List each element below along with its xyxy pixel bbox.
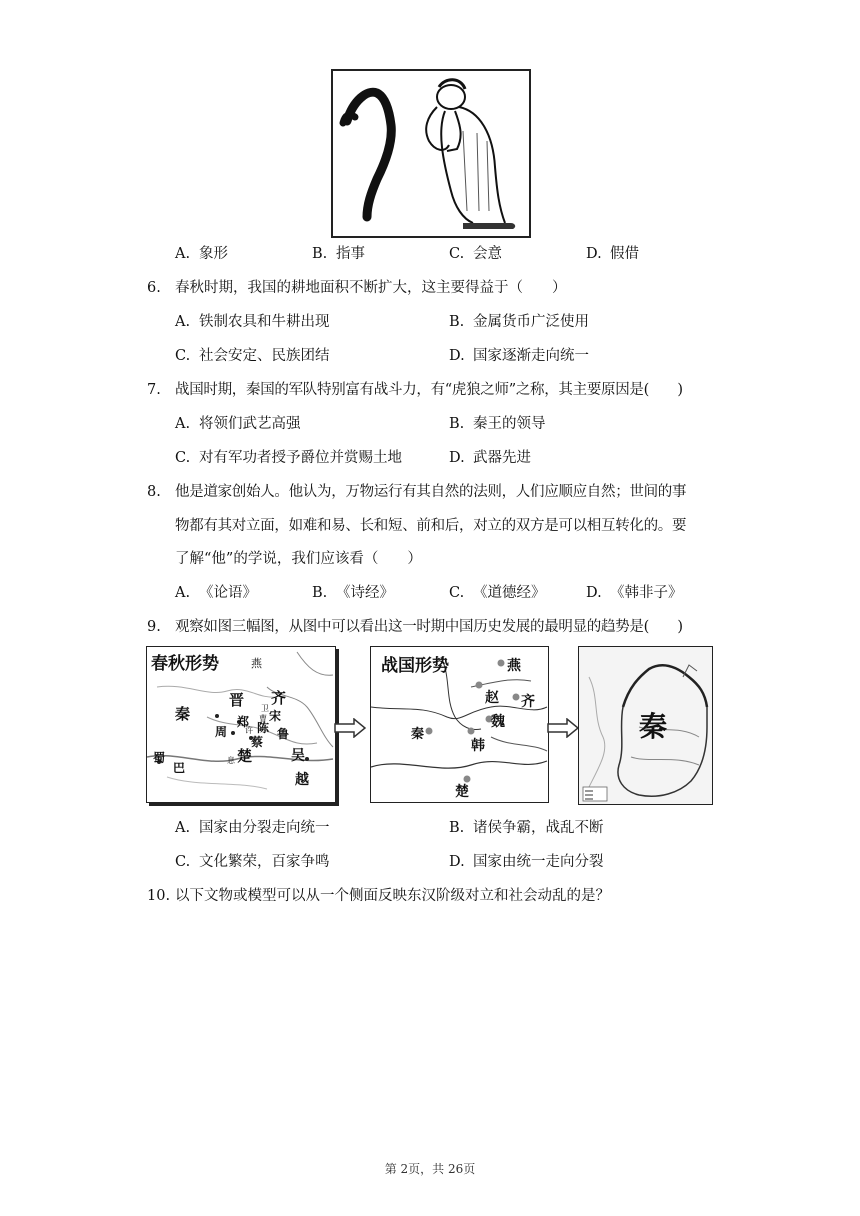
option-text: 武器先进	[473, 450, 531, 466]
option-letter: B.	[449, 314, 465, 330]
q6-stem: 春秋时期，我国的耕地面积不断扩大，这主要得益于（ ）	[175, 280, 567, 296]
map1-label: 巴	[173, 761, 186, 775]
q7-option-a[interactable]	[175, 414, 301, 434]
option-letter: C.	[175, 348, 191, 364]
option-text: 象形	[199, 246, 228, 262]
q6-option-b[interactable]	[449, 312, 589, 332]
option-text: 国家由统一走向分裂	[473, 854, 604, 870]
q6-number: 6.	[147, 280, 161, 296]
q9-option-c[interactable]	[175, 852, 330, 872]
map-qin-unification	[578, 646, 713, 805]
option-text: 铁制农具和牛耕出现	[199, 314, 330, 330]
map2-label: 齐	[521, 694, 535, 710]
option-letter: A.	[175, 246, 191, 262]
map1-label: 宋	[269, 709, 282, 723]
map3-label: 秦	[639, 710, 668, 743]
map2-label: 楚	[455, 784, 469, 800]
map1-label: 燕	[251, 657, 262, 670]
map-warring-states-title: 战国形势	[381, 656, 449, 676]
option-letter: D.	[449, 854, 465, 870]
map2-label: 魏	[491, 714, 505, 730]
option-text: 对有军功者授予爵位并赏赐土地	[199, 450, 402, 466]
q9-option-a[interactable]	[175, 818, 330, 838]
q6-option-c[interactable]	[175, 346, 330, 366]
option-text: 《道德经》	[473, 585, 546, 601]
option-text: 国家逐渐走向统一	[473, 348, 589, 364]
option-letter: A.	[175, 416, 191, 432]
q5-option-c[interactable]	[449, 244, 502, 264]
map1-label: 秦	[175, 705, 191, 723]
option-letter: B.	[449, 416, 465, 432]
q8-option-b[interactable]	[312, 583, 394, 603]
q7-option-b[interactable]	[449, 414, 546, 434]
q8-number: 8.	[147, 484, 161, 500]
map1-label: 齐	[271, 689, 287, 707]
q7-stem: 战国时期，秦国的军队特别富有战斗力，有“虎狼之师”之称，其主要原因是( )	[175, 382, 683, 398]
option-text: 文化繁荣，百家争鸣	[199, 854, 330, 870]
arrow-right-icon	[334, 718, 366, 738]
q8-stem-line-3: 了解“他”的学说，我们应该看（ ）	[175, 551, 422, 567]
option-letter: A.	[175, 820, 191, 836]
q10-number: 10.	[147, 888, 171, 904]
map1-label: 晋	[229, 691, 245, 709]
map1-label: 越	[295, 772, 309, 788]
option-text: 社会安定、民族团结	[199, 348, 330, 364]
q9-option-b[interactable]	[449, 818, 604, 838]
map-warring-states	[370, 646, 549, 803]
map1-label: 周	[215, 725, 228, 739]
q9-stem: 观察如图三幅图，从图中可以看出这一时期中国历史发展的最明显的趋势是( )	[175, 619, 683, 635]
map-spring-autumn	[146, 646, 336, 803]
q8-stem-line-1: 他是道家创始人。他认为，万物运行有其自然的法则，人们应顺应自然；世间的事	[175, 484, 687, 500]
q7-option-c[interactable]	[175, 448, 402, 468]
q5-option-b[interactable]	[312, 244, 365, 264]
q6-option-d[interactable]	[449, 346, 589, 366]
option-text: 诸侯争霸，战乱不断	[473, 820, 604, 836]
map2-label: 秦	[411, 727, 425, 742]
q5-glyph-figure	[331, 69, 531, 238]
option-letter: C.	[175, 854, 191, 870]
option-letter: D.	[586, 585, 602, 601]
map1-label: 郑	[237, 715, 250, 729]
option-letter: A.	[175, 585, 191, 601]
option-letter: D.	[586, 246, 602, 262]
map1-label: 曹	[259, 714, 267, 723]
glyph-illustration	[333, 71, 529, 236]
q6-option-a[interactable]	[175, 312, 330, 332]
map1-label: 楚	[237, 747, 253, 765]
map2-label: 韩	[471, 738, 485, 754]
option-text: 假借	[610, 246, 639, 262]
map1-label: 息	[227, 756, 235, 765]
q7-number: 7.	[147, 382, 161, 398]
map1-label: 陈	[257, 721, 270, 735]
map1-label: 蜀	[153, 751, 166, 765]
option-text: 《诗经》	[336, 585, 394, 601]
option-text: 将领们武艺高强	[199, 416, 301, 432]
q9-option-d[interactable]	[449, 852, 604, 872]
option-text: 会意	[473, 246, 502, 262]
option-letter: D.	[449, 450, 465, 466]
option-text: 秦王的领导	[473, 416, 546, 432]
q9-number: 9.	[147, 619, 161, 635]
option-text: 国家由分裂走向统一	[199, 820, 330, 836]
q8-option-c[interactable]	[449, 583, 546, 603]
map1-label: 吴	[291, 748, 305, 764]
map1-label: 蔡	[251, 735, 264, 749]
q5-option-d[interactable]	[586, 244, 639, 264]
option-letter: C.	[449, 585, 465, 601]
map1-label: 鲁	[277, 727, 290, 741]
option-letter: C.	[449, 246, 465, 262]
map2-label: 燕	[507, 658, 521, 674]
q5-option-a[interactable]	[175, 244, 228, 264]
option-text: 金属货币广泛使用	[473, 314, 589, 330]
map1-label: 卫	[261, 704, 269, 713]
map2-label: 赵	[485, 690, 499, 706]
option-letter: B.	[449, 820, 465, 836]
option-letter: D.	[449, 348, 465, 364]
map1-label: 许	[245, 726, 253, 735]
map-spring-autumn-title: 春秋形势	[151, 654, 219, 674]
q7-option-d[interactable]	[449, 448, 531, 468]
option-text: 《韩非子》	[610, 585, 683, 601]
q8-option-d[interactable]	[586, 583, 683, 603]
q8-option-a[interactable]	[175, 583, 257, 603]
option-letter: B.	[312, 246, 328, 262]
option-text: 《论语》	[199, 585, 257, 601]
option-letter: B.	[312, 585, 328, 601]
q10-stem: 以下文物或模型可以从一个侧面反映东汉阶级对立和社会动乱的是？	[175, 888, 610, 904]
page-footer: 第 2页，共 26页	[384, 1162, 476, 1176]
option-text: 指事	[336, 246, 365, 262]
q8-stem-line-2: 物都有其对立面，如难和易、长和短、前和后，对立的双方是可以相互转化的。要	[175, 518, 687, 534]
arrow-right-icon	[547, 718, 579, 738]
option-letter: C.	[175, 450, 191, 466]
option-letter: A.	[175, 314, 191, 330]
